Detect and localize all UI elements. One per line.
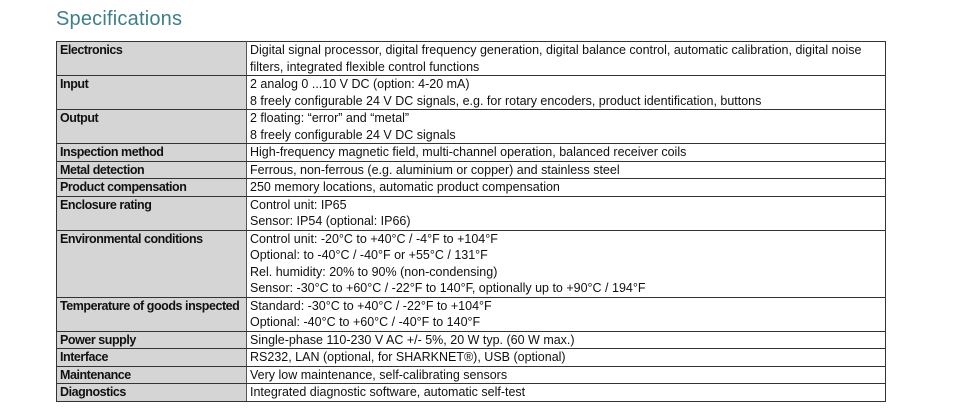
spec-value-line: Optional: -40°C to +60°C / -40°F to 140°F [250,315,481,329]
spec-label-product-compensation: Product compensation [57,179,247,197]
spec-label-diagnostics: Diagnostics [57,384,247,402]
spec-value-inspection-method [247,144,886,162]
spec-value-line: Single-phase 110-230 V AC +/- 5%, 20 W typ. (60 W max.) [250,332,575,347]
spec-value-line: Rel. humidity: 20% to 90% (non-condensing) [250,264,498,279]
spec-value-line: Ferrous, non-ferrous (e.g. aluminium or copper) and stainless steel [250,162,620,177]
table-row [57,384,886,402]
spec-label-power-supply: Power supply [57,331,247,349]
spec-value-line: High-frequency magnetic field, multi-channel operation, balanced receiver coils [250,145,687,159]
spec-label-temperature-of-goods: Temperature of goods inspected [57,297,247,331]
spec-value-power-supply [247,331,886,349]
spec-value-line: 8 freely configurable 24 V DC signals, e.g. for rotary encoders, product identification, buttons [250,93,762,108]
spec-value-line: Sensor: IP54 (optional: IP66) [250,214,411,228]
spec-value-line: Very low maintenance, self-calibrating sensors [250,367,508,382]
spec-value-line: Optional: to -40°C / -40°F or +55°C / 131°F [250,248,488,262]
table-row [57,297,886,331]
spec-value-line: Control unit: IP65 [250,197,347,212]
table-row [57,42,886,76]
table-row [57,366,886,384]
spec-label-metal-detection: Metal detection [57,161,247,179]
spec-label-interface: Interface [57,349,247,367]
spec-label-electronics: Electronics [57,42,247,76]
spec-label-maintenance: Maintenance [57,366,247,384]
table-row [57,349,886,367]
spec-value-line: 2 floating: “error” and “metal” [250,111,410,125]
table-row [57,230,886,297]
spec-value-line: Integrated diagnostic software, automatic self-test [250,385,526,399]
page-title: Specifications [56,8,183,30]
spec-value-electronics [247,42,886,76]
table-row [57,179,886,197]
spec-value-line: RS232, LAN (optional, for SHARKNET®), USB (optional) [250,350,566,364]
spec-value-temperature-of-goods [247,297,886,331]
table-row [57,196,886,230]
spec-value-product-compensation [247,179,886,197]
spec-value-line: Sensor: -30°C to +60°C / -22°F to 140°F, optionally up to +90°C / 194°F [250,281,646,295]
spec-value-line: Standard: -30°C to +40°C / -22°F to +104°F [250,298,492,313]
spec-value-line: 8 freely configurable 24 V DC signals [250,127,456,142]
spec-value-diagnostics [247,384,886,402]
table-row [57,331,886,349]
spec-value-line: 250 memory locations, automatic product compensation [250,180,560,194]
table-row [57,110,886,144]
table-row [57,161,886,179]
spec-label-environmental-conditions: Environmental conditions [57,230,247,297]
table-row [57,144,886,162]
table-row [57,76,886,110]
spec-value-enclosure-rating [247,196,886,230]
spec-value-maintenance [247,366,886,384]
spec-value-line: Control unit: -20°C to +40°C / -4°F to +104°F [250,231,498,246]
spec-value-line: 2 analog 0 ...10 V DC (option: 4-20 mA) [250,77,470,91]
spec-value-interface [247,349,886,367]
specifications-table [56,41,886,402]
spec-value-output [247,110,886,144]
spec-label-input: Input [57,76,247,110]
spec-label-output: Output [57,110,247,144]
spec-value-metal-detection [247,161,886,179]
spec-value-environmental-conditions [247,230,886,297]
spec-value-line: Digital signal processor, digital frequency generation, digital balance control, automatic calibration, digital noise filters, integrated flexible control functions [250,43,862,74]
spec-label-enclosure-rating: Enclosure rating [57,196,247,230]
spec-value-input [247,76,886,110]
spec-label-inspection-method: Inspection method [57,144,247,162]
